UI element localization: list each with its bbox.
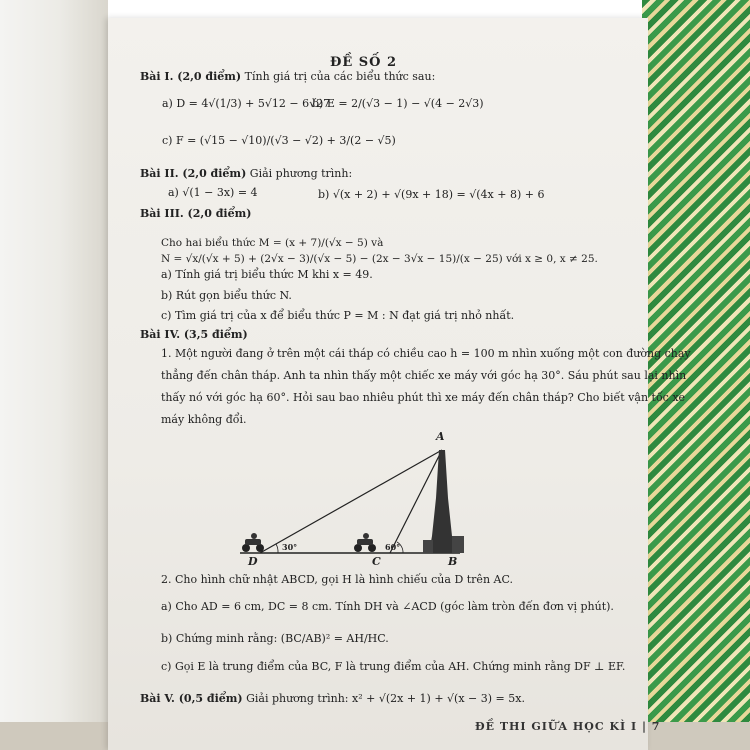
tower-icon (429, 450, 455, 553)
bai3-N: N = √x/(√x + 5) + (2√x − 3)/(√x − 5) − (2x − 3√x − 15)/(x − 25) (161, 253, 503, 265)
bai3-given (161, 236, 383, 250)
bai3-M: M = (x + 7)/(√x − 5) (258, 237, 368, 249)
bai5 (140, 692, 525, 706)
bai1-c: c) F = (√15 − √10)/(√3 − √2) + 3/(2 − √5) (162, 134, 396, 147)
tower-figure (230, 428, 520, 578)
label-d: D (248, 555, 258, 568)
page-footer: ĐỀ THI GIỮA HỌC KÌ I | 7 (475, 720, 661, 733)
bai4-head: Bài IV. (3,5 điểm) (140, 328, 248, 341)
bai2-b: b) √(x + 2) + √(9x + 18) = √(4x + 8) + 6 (318, 188, 545, 201)
bai3-c: c) Tìm giá trị của x để biểu thức P = M : N đạt giá trị nhỏ nhất. (161, 309, 515, 322)
bai1-head: Bài I. (2,0 điểm) (140, 70, 242, 83)
bai3-head: Bài III. (2,0 điểm) (140, 207, 252, 220)
label-angle-30: 30° (282, 542, 298, 552)
bai4-p1-line2: thẳng đến chân tháp. Anh ta nhìn thấy một chiếc xe máy với góc hạ 30°. Sáu phút sau lại nhìn (161, 369, 687, 382)
bai1-a: a) D = 4√(1/3) + 5√12 − 6√27 (162, 97, 331, 110)
bai5-head: Bài V. (0,5 điểm) (140, 692, 243, 705)
building-right-icon (452, 536, 464, 553)
motorbike-c-icon (354, 533, 376, 552)
page-title: ĐỀ SỐ 2 (330, 55, 398, 70)
bai2-text: Giải phương trình: (249, 167, 353, 180)
bai2-a: a) √(1 − 3x) = 4 (168, 186, 258, 199)
bai3-N-line (161, 252, 598, 266)
bai5-text: Giải phương trình: (246, 692, 349, 705)
sight-line-d (260, 450, 442, 553)
bai2 (140, 167, 352, 181)
bai3-cond: với x ≥ 0, x ≠ 25. (506, 253, 598, 265)
bai3-a: a) Tính giá trị biểu thức M khi x = 49. (161, 268, 373, 281)
bai4-p1-line1: 1. Một người đang ở trên một cái tháp có chiều cao h = 100 m nhìn xuống một con đường chạy (161, 347, 691, 360)
building-left-icon (423, 540, 433, 553)
bai4-p1-line4: máy không đổi. (161, 413, 247, 426)
background-left (0, 0, 108, 750)
label-c: C (372, 555, 381, 568)
motorbike-d-icon (242, 533, 264, 552)
bai3-given-intro: Cho hai biểu thức (161, 237, 256, 249)
bai1-b: b) E = 2/(√3 − 1) − √(4 − 2√3) (312, 97, 484, 110)
bai3-b: b) Rút gọn biểu thức N. (161, 289, 292, 302)
bai4-p2: 2. Cho hình chữ nhật ABCD, gọi H là hình chiếu của D trên AC. (161, 573, 513, 586)
bai4-p1-line3: thấy nó với góc hạ 60°. Hỏi sau bao nhiêu phút thì xe máy đến chân tháp? Cho biết vận tốc xe (161, 391, 686, 404)
bai4-p2a: a) Cho AD = 6 cm, DC = 8 cm. Tính DH và ∠ACD (góc làm tròn đến đơn vị phút). (161, 600, 614, 613)
bai5-eq: x² + √(2x + 1) + √(x − 3) = 5x. (352, 692, 525, 705)
angle-arc-30 (276, 544, 278, 553)
bai2-head: Bài II. (2,0 điểm) (140, 167, 247, 180)
bai4-p2c: c) Gọi E là trung điểm của BC, F là trung điểm của AH. Chứng minh rằng DF ⊥ EF. (161, 660, 626, 673)
label-a: A (436, 430, 445, 443)
label-angle-60: 60° (385, 542, 401, 552)
bai4-p2b: b) Chứng minh rằng: (BC/AB)² = AH/HC. (161, 632, 389, 645)
bai1 (140, 70, 435, 84)
label-b: B (448, 555, 458, 568)
bai3-and: và (371, 237, 384, 249)
bai1-text: Tính giá trị của các biểu thức sau: (244, 70, 436, 83)
